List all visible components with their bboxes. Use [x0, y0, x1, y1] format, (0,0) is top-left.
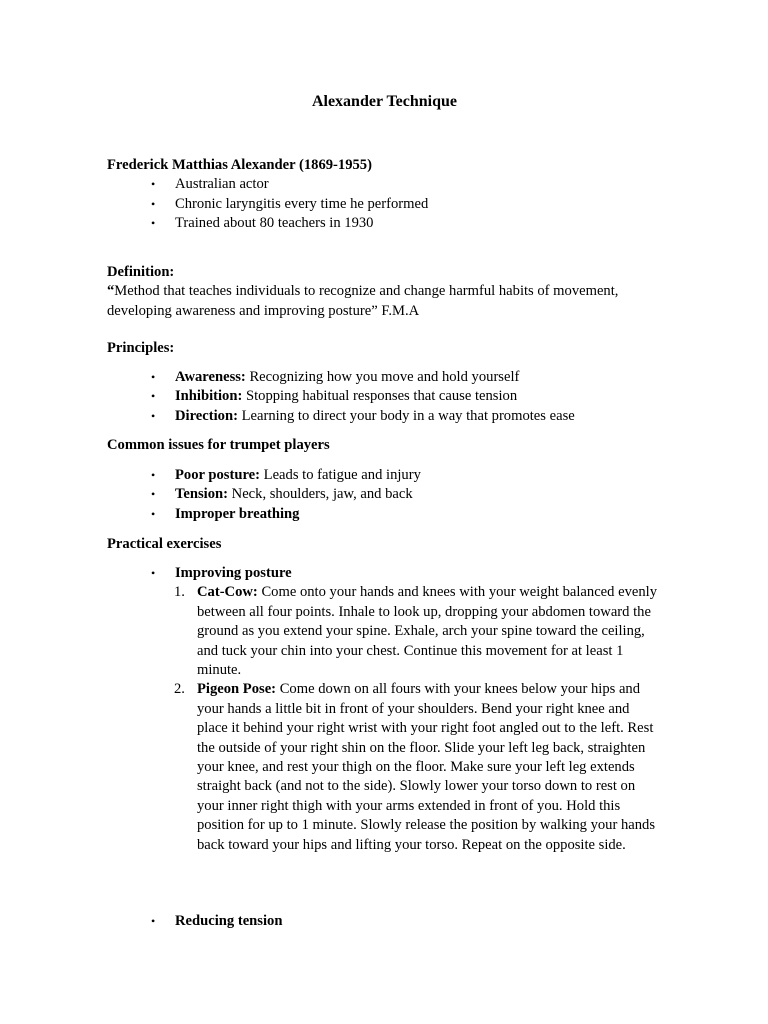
- list-item: • Chronic laryngitis every time he performed: [107, 195, 662, 214]
- list-item: 2. Pigeon Pose: Come down on all fours with your knees below your hips and your hands a little bit in front of your shoulders. Bend your right knee and place it behind your right wrist with your right foot angled out to the left. Rest the outside of your right shin on the floor. Slide your left leg back, straighten your knee, and rest your thigh on the floor. Make sure your left leg extends straight back (and not to the side). Slowly lower your torso down to rest on your inner right thigh with your arms extended in front of you. Hold this position for up to 1 minute. Slowly release the position by walking your hands back toward your hips and lifting your torso. Repeat on the opposite side.: [174, 681, 656, 853]
- list-item: • Awareness: Recognizing how you move and hold yourself: [107, 368, 662, 387]
- bullet-icon: •: [151, 914, 156, 928]
- list-item: • Reducing tension: [107, 912, 662, 931]
- list-item: • Inhibition: Stopping habitual responses that cause tension: [107, 387, 662, 406]
- exercise-steps: [107, 583, 662, 855]
- list-item: • Australian actor: [107, 175, 662, 194]
- list-item: • Direction: Learning to direct your body in a way that promotes ease: [107, 407, 662, 426]
- bullet-icon: •: [151, 468, 156, 482]
- bio-section: [107, 156, 662, 234]
- exercise-groups: [107, 564, 662, 583]
- issues-list-wrap: [107, 466, 662, 524]
- issues-heading: Common issues for trumpet players: [107, 437, 330, 453]
- bullet-icon: •: [151, 216, 156, 231]
- page-title: Alexander Technique: [311, 93, 458, 110]
- principles-section: [107, 339, 662, 358]
- exercises-list-wrap-2: [107, 912, 662, 931]
- step-number: 1.: [174, 584, 185, 601]
- principles-list-wrap: [107, 368, 662, 426]
- bullet-icon: •: [151, 389, 156, 404]
- list-item: • Improper breathing: [107, 505, 662, 524]
- definition-text: “Method that teaches individuals to recognize and change harmful habits of movement, developing awareness and improving posture” F.M.A: [107, 283, 619, 319]
- list-item: • Tension: Neck, shoulders, jaw, and back: [107, 485, 662, 504]
- bullet-icon: •: [151, 566, 156, 580]
- exercises-list-wrap: [107, 564, 662, 855]
- list-item: 1. Cat-Cow: Come onto your hands and knees with your weight balanced evenly between all four points. Inhale to look up, dropping your abdomen toward the ground as you extend your spine. Exhale, arch your spine toward the ceiling, and tuck your chin into your chest. Continue this movement for at least 1 minute.: [174, 584, 658, 679]
- definition-heading: Definition:: [107, 264, 175, 280]
- bio-heading: Frederick Matthias Alexander (1869-1955): [107, 157, 372, 173]
- bullet-icon: •: [151, 408, 156, 423]
- exercises-heading: Practical exercises: [107, 536, 222, 552]
- exercise-groups-2: [107, 912, 662, 931]
- exercises-section: [107, 535, 662, 554]
- issues-section: [107, 436, 662, 455]
- issues-list: [107, 466, 662, 524]
- bullet-icon: •: [151, 506, 156, 521]
- bullet-icon: •: [151, 487, 156, 502]
- bullet-icon: •: [151, 370, 156, 384]
- list-item: • Poor posture: Leads to fatigue and injury: [107, 466, 662, 485]
- principles-list: [107, 368, 662, 426]
- bio-list: [107, 175, 662, 233]
- bullet-icon: •: [151, 196, 156, 211]
- list-item: • Improving posture: [107, 564, 662, 583]
- list-item: • Trained about 80 teachers in 1930: [107, 214, 662, 233]
- principles-heading: Principles:: [107, 340, 175, 356]
- step-number: 2.: [174, 681, 185, 698]
- bullet-icon: •: [151, 177, 156, 192]
- definition-section: [107, 263, 662, 321]
